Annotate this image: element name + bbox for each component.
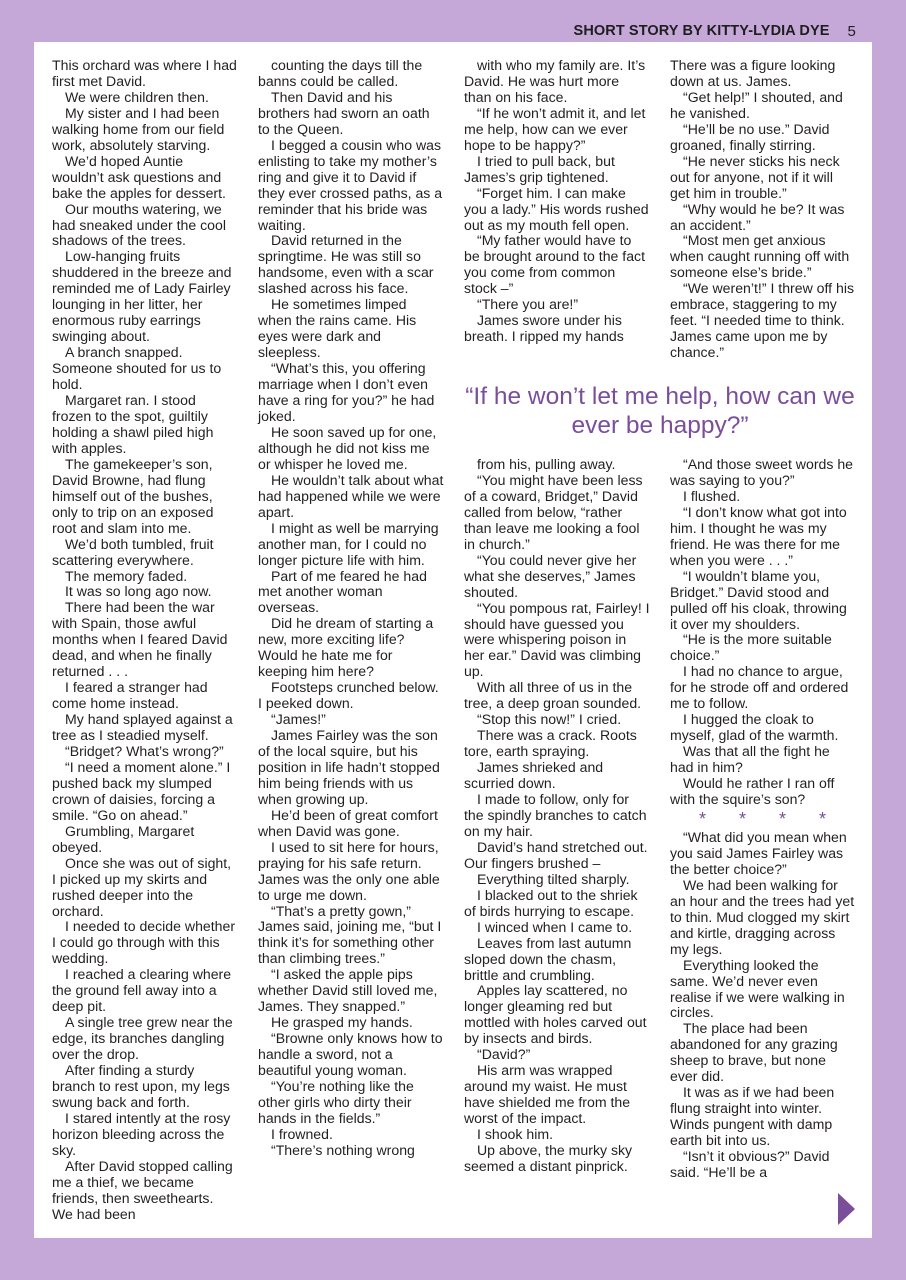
paragraph: His arm was wrapped around my waist. He must have shielded me from the worst of the impact. [464,1062,631,1127]
paragraph: After finding a sturdy branch to rest upon, my legs swung back and forth. [52,1062,230,1110]
paragraph: Once she was out of sight, I picked up my skirts and rushed deeper into the orchard. [52,854,232,919]
paragraph: This orchard was where I had first met David. [52,57,237,89]
paragraph: There was a figure looking down at us. James. [670,57,836,89]
next-page-arrow-icon[interactable] [838,1193,855,1225]
paragraph: “He never sticks his neck out for anyone, not if it will get him in trouble.” [670,152,840,201]
column-4-top [670,58,856,361]
page-number: 5 [847,22,856,40]
paragraph: The gamekeeper’s son, David Browne, had flung himself out of the bushes, only to trip on an exposed root and slam into me. [52,455,214,536]
paragraph: “James!” [271,711,326,728]
paragraph: My sister and I had been walking home from our field work, absolutely starving. [52,104,225,153]
paragraph: With all three of us in the tree, a deep groan sounded. [464,679,642,712]
paragraph: I had no chance to argue, for he strode off and ordered me to follow. [670,663,849,712]
paragraph: We’d hoped Auntie wouldn’t ask questions and bake the apples for dessert. [52,152,226,201]
paragraph: He grasped my hands. [271,1014,413,1031]
paragraph: Apples lay scattered, no longer gleaming red but mottled with holes carved out by insects and birds. [464,982,647,1047]
paragraph: We had been walking for an hour and the trees had yet to thin. Mud clogged my skirt and kirtle, dragging across my legs. [670,876,855,957]
paragraph: “There you are!” [477,296,579,313]
paragraph: My hand splayed against a tree as I steadied myself. [52,711,233,744]
paragraph: I winced when I came to. [477,918,633,935]
paragraph: We were children then. [65,88,209,105]
paragraph: “We weren’t!” I threw off his embrace, staggering to my feet. “I needed time to think. James came upon me by chance.” [670,280,855,361]
paragraph: I needed to decide whether I could go through with this wedding. [52,918,236,967]
paragraph: The place had been abandoned for any grazing sheep to brave, but none ever did. [670,1020,838,1085]
paragraph: “Browne only knows how to handle a sword, not a beautiful young woman. [258,1030,443,1079]
paragraph: I frowned. [271,1125,333,1142]
paragraph: “I wouldn’t blame you, Bridget.” David stood and pulled off his cloak, throwing it over my shoulders. [670,567,847,632]
paragraph: “I don’t know what got into him. I thought he was my friend. He was there for me when you were . . .” [670,503,847,568]
paragraph: “You might have been less of a coward, Bridget,” David called from below, “rather than leave me looking a fool in church.” [464,471,643,552]
paragraph: from his, pulling away. [477,456,616,472]
column-1 [52,58,238,1223]
section-separator: * * * * [698,808,841,829]
paragraph: “Stop this now!” I cried. [477,711,622,728]
paragraph: “You could never give her what she deserves,” James shouted. [464,551,637,600]
paragraph: Our mouths watering, we had sneaked under the cool shadows of the trees. [52,200,226,249]
paragraph: After David stopped calling me a thief, we became friends, then sweethearts. We had been [52,1157,233,1222]
column-4-bottom-before [670,457,856,808]
paragraph: “Bridget? What’s wrong?” [65,742,224,759]
paragraph: “That’s a pretty gown,” James said, joining me, “but I think it’s for something other than climbing trees.” [258,902,442,967]
paragraph: I made to follow, only for the spindly branches to catch on my hair. [464,791,647,839]
paragraph: I flushed. [683,487,741,504]
paragraph: I might as well be marrying another man, for I could no longer picture life with him. [258,519,439,568]
paragraph: counting the days till the banns could be called. [258,57,423,89]
paragraph: “Most men get anxious when caught running off with someone else’s bride.” [670,232,850,281]
paragraph: I stared intently at the rosy horizon bleeding across the sky. [52,1109,231,1158]
paragraph: It was so long ago now. [65,583,212,600]
pull-quote: “If he won’t let me help, how can we ever be happy?” [465,383,855,439]
paragraph: Would he rather I ran off with the squire’s son? [670,775,835,808]
paragraph: “I asked the apple pips whether David still loved me, James. They snapped.” [258,966,438,1015]
paragraph: Did he dream of starting a new, more exciting life? Would he hate me for keeping him here? [258,615,434,680]
paragraph: “Get help!” I shouted, and he vanished. [670,88,843,121]
paragraph: “I need a moment alone.” I pushed back my slumped crown of daisies, forcing a smile. “Go on ahead.” [52,758,231,823]
story-byline: SHORT STORY BY KITTY-LYDIA DYE [573,23,830,39]
paragraph: I feared a stranger had come home instead. [52,679,208,712]
paragraph: “He is the more suitable choice.” [670,631,832,664]
paragraph: “What did you mean when you said James Fairley was the better choice?” [670,828,847,877]
paragraph: The memory faded. [65,567,188,584]
paragraph: I reached a clearing where the ground fell away into a deep pit. [52,966,232,1015]
paragraph: Margaret ran. I stood frozen to the spot, guiltily holding a shawl piled high with apples. [52,392,214,456]
paragraph: Up above, the murky sky seemed a distant pinprick. [464,1141,633,1174]
paragraph: Leaves from last autumn sloped down the chasm, brittle and crumbling. [464,934,632,983]
paragraph: “You pompous rat, Fairley! I should have guessed you were whispering poison in her ear.” David was climbing up. [464,599,650,680]
paragraph: James swore under his breath. I ripped my hands [464,312,624,345]
paragraph: “He’ll be no use.” David groaned, finally stirring. [670,120,830,153]
paragraph: “Why would he be? It was an accident.” [670,200,845,233]
paragraph: It was as if we had been flung straight into winter. Winds pungent with damp earth bit into us. [670,1084,835,1149]
column-4-bottom-after [670,830,856,1181]
paragraph: He wouldn’t talk about what had happened while we were apart. [258,471,444,520]
paragraph: “You’re nothing like the other girls who dirty their hands in the fields.” [258,1078,414,1126]
paragraph: Low-hanging fruits shuddered in the breeze and reminded me of Lady Fairley lounging in her litter, her enormous ruby earrings swinging about. [52,248,232,345]
paragraph: “Isn’t it obvious?” David said. “He’ll be a [670,1148,830,1180]
paragraph: He’d been of great comfort when David was gone. [258,806,438,839]
paragraph: with who my family are. It’s David. He was hurt more than on his face. [464,57,646,105]
paragraph: I begged a cousin who was enlisting to take my mother’s ring and give it to David if they ever crossed paths, as a reminder that his bride was waiting. [258,136,443,233]
paragraph: David returned in the springtime. He was still so handsome, even with a scar slashed across his face. [258,232,434,297]
paragraph: David’s hand stretched out. Our fingers brushed – [464,838,648,871]
paragraph: He soon saved up for one, although he did not kiss me or whisper he loved me. [258,423,437,472]
paragraph: I tried to pull back, but James’s grip tightened. [464,152,615,185]
paragraph: “Forget him. I can make you a lady.” His words rushed out as my mouth fell open. [464,184,649,233]
paragraph: A branch snapped. Someone shouted for us to hold. [52,344,222,393]
column-3-bottom [464,457,650,1175]
column-4-bottom [670,457,856,1181]
paragraph: I used to sit here for hours, praying for his safe return. James was the only one able to urge me down. [258,838,440,903]
paragraph: James shrieked and scurried down. [464,759,604,792]
page-header [574,20,856,42]
paragraph: Footsteps crunched below. I peeked down. [258,679,439,712]
paragraph: James Fairley was the son of the local squire, but his position in life hadn’t stopped him being friends with us when growing up. [258,727,440,807]
paragraph: Everything tilted sharply. [477,870,630,887]
paragraph: He sometimes limped when the rains came. His eyes were dark and sleepless. [258,296,417,361]
paragraph: “There’s nothing wrong [271,1141,415,1158]
paragraph: Then David and his brothers had sworn an oath to the Queen. [258,88,430,137]
paragraph: Everything looked the same. We’d never even realise if we were walking in circles. [670,956,845,1021]
paragraph: “David?” [477,1046,531,1063]
paragraph: I shook him. [477,1126,553,1143]
paragraph: I hugged the cloak to myself, glad of the warmth. [670,711,839,744]
paragraph: A single tree grew near the edge, its branches dangling over the drop. [52,1014,233,1063]
paragraph: There was a crack. Roots tore, earth spraying. [464,727,637,760]
paragraph: Part of me feared he had met another woman overseas. [258,567,427,616]
paragraph: Grumbling, Margaret obeyed. [52,822,195,855]
paragraph: “If he won’t admit it, and let me help, how can we ever hope to be happy?” [464,104,646,153]
paragraph: There had been the war with Spain, those awful months when I feared David dead, and when he finally returned . . . [52,599,228,680]
paragraph: “And those sweet words he was saying to you?” [670,456,853,488]
paragraph: Was that all the fight he had in him? [670,743,830,776]
column-3-top [464,58,650,345]
paragraph: “What’s this, you offering marriage when I don’t even have a ring for you?” he had joked. [258,360,435,424]
paragraph: I blacked out to the shriek of birds hurrying to escape. [464,886,638,919]
paragraph: “My father would have to be brought around to the fact you come from common stock –” [464,232,646,297]
column-2 [258,58,444,1159]
paragraph: We’d both tumbled, fruit scattering everywhere. [52,535,214,568]
